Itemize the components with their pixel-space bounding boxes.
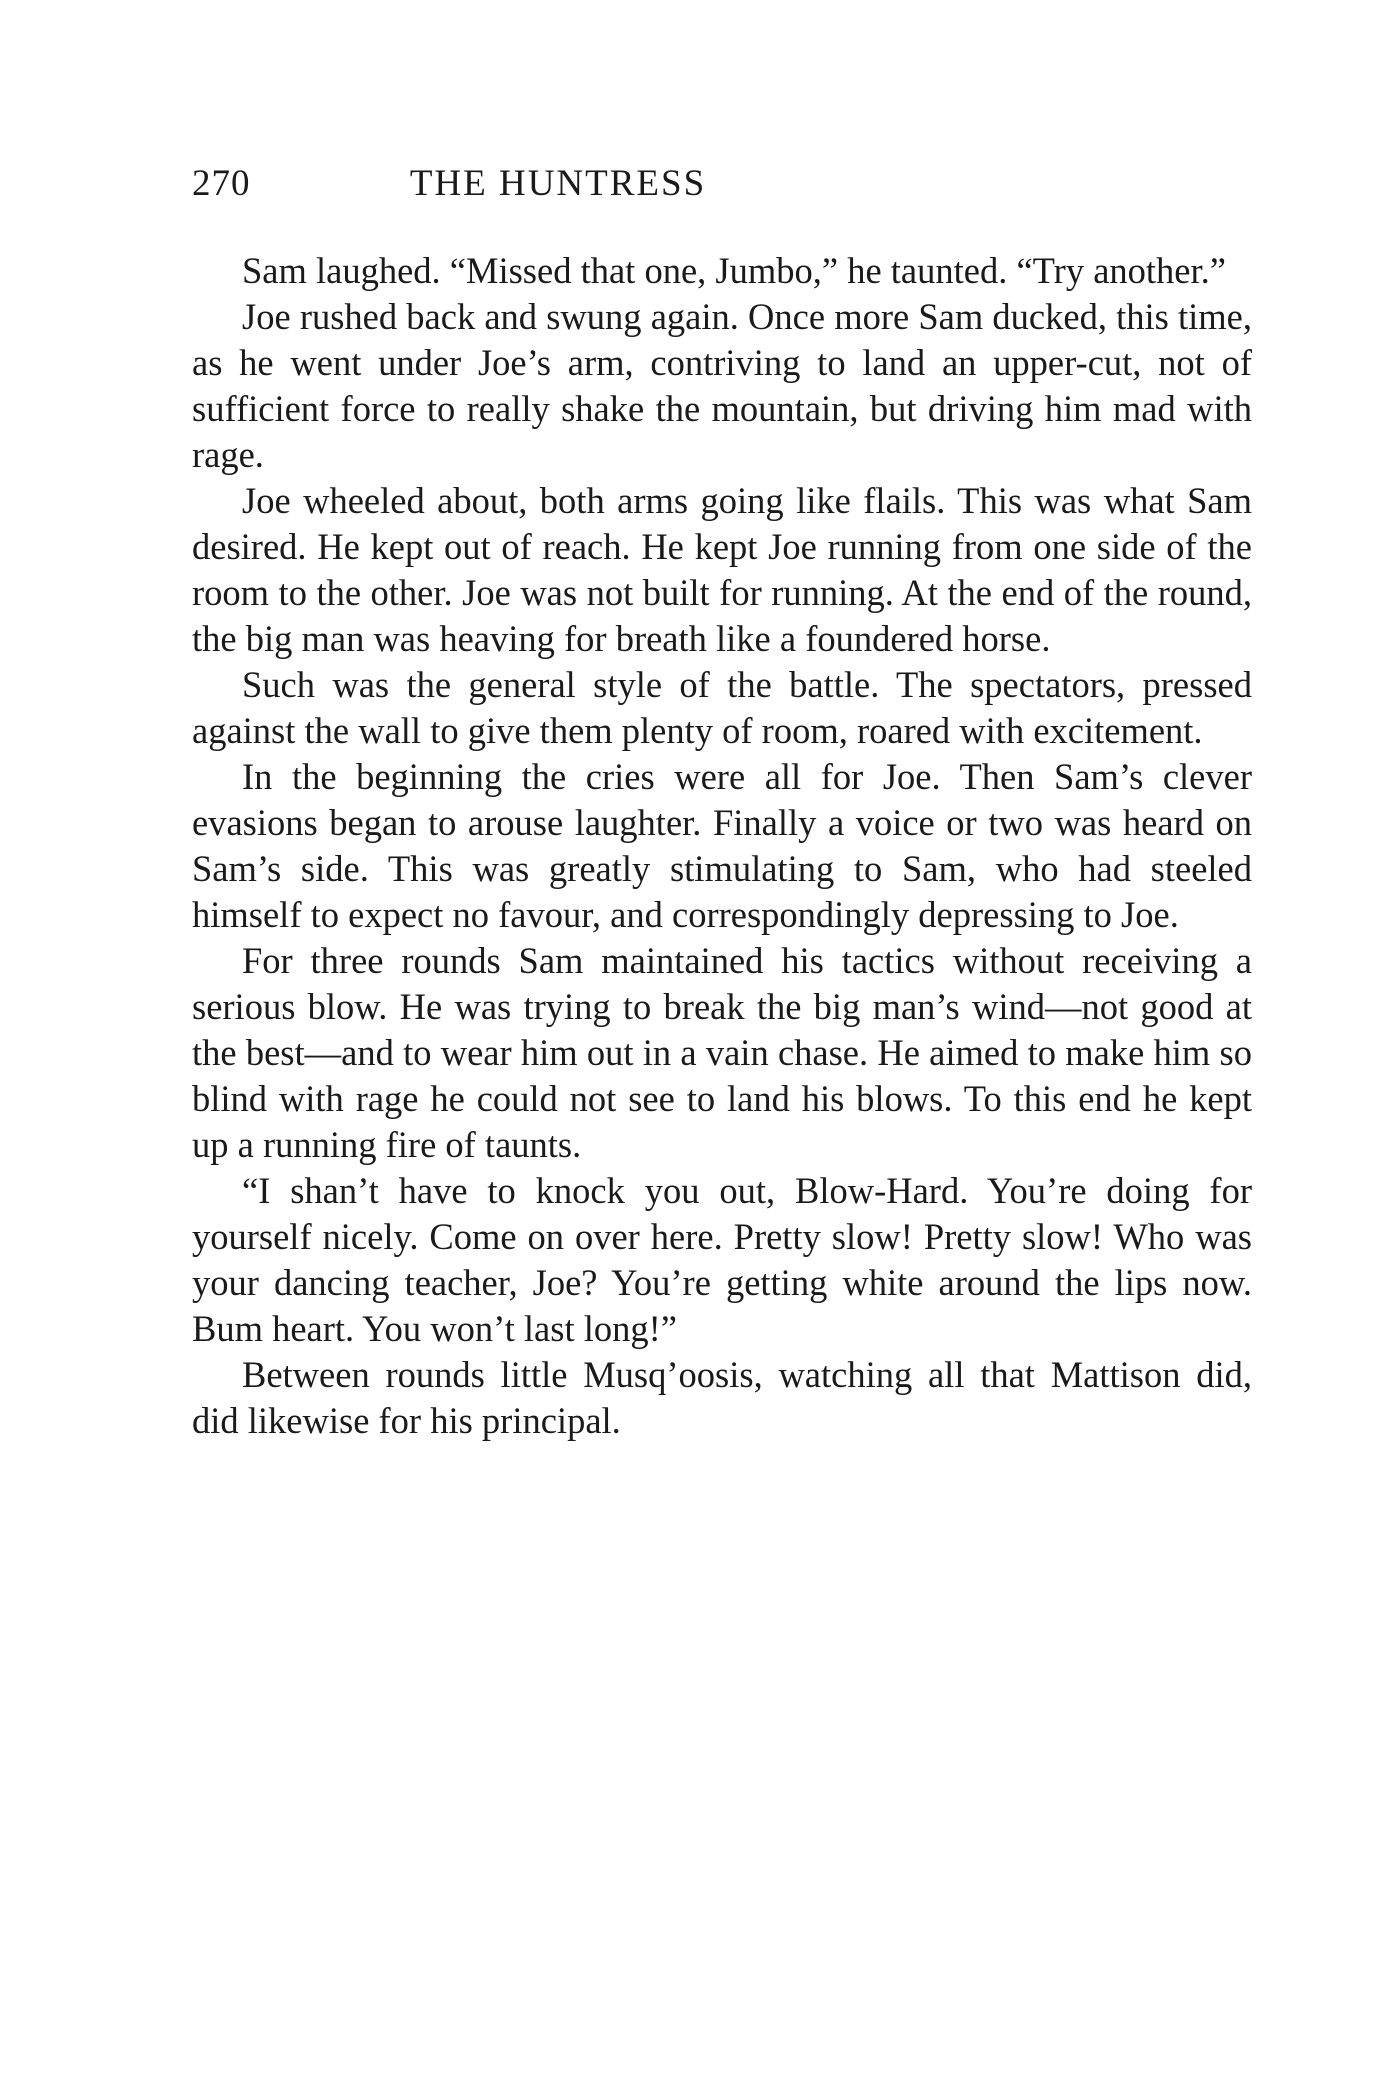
paragraph: Between rounds little Musq’oosis, watching all that Mattison did, did likewise for his principal. [192,1354,1252,1441]
paragraph: “I shan’t have to knock you out, Blow-Hard. You’re doing for yourself nicely. Come on over here. Pretty slow! Pretty slow! Who was your dancing teacher, Joe? You’re getting white around the lips now. Bum heart. You won’t last long!” [192,1170,1252,1349]
paragraph: Sam laughed. “Missed that one, Jumbo,” he taunted. “Try another.” [242,250,1226,291]
paragraph: For three rounds Sam maintained his tactics without receiving a serious blow. He was trying to break the big man’s wind—not good at the best—and to wear him out in a vain chase. He aimed to make him so blind with rage he could not see to land his blows. To this end he kept up a running fire of taunts. [192,940,1252,1165]
paragraph: In the beginning the cries were all for Joe. Then Sam’s clever evasions began to arouse laughter. Finally a voice or two was heard on Sam’s side. This was greatly stimulating to Sam, who had steeled himself to expect no favour, and correspondingly depressing to Joe. [192,756,1252,935]
running-head [192,162,924,214]
paragraph: Such was the general style of the battle. The spectators, pressed against the wall to give them plenty of room, roared with excitement. [192,664,1252,751]
body-text [192,248,1252,1444]
page-number: 270 [192,163,251,204]
book-title: THE HUNTRESS [409,163,707,204]
paragraph: Joe rushed back and swung again. Once more Sam ducked, this time, as he went under Joe’s arm, contriving to land an upper-cut, not of sufficient force to really shake the mountain, but driving him mad with rage. [192,296,1252,475]
paragraph: Joe wheeled about, both arms going like flails. This was what Sam desired. He kept out of reach. He kept Joe running from one side of the room to the other. Joe was not built for running. At the end of the round, the big man was heaving for breath like a foundered horse. [192,480,1252,659]
